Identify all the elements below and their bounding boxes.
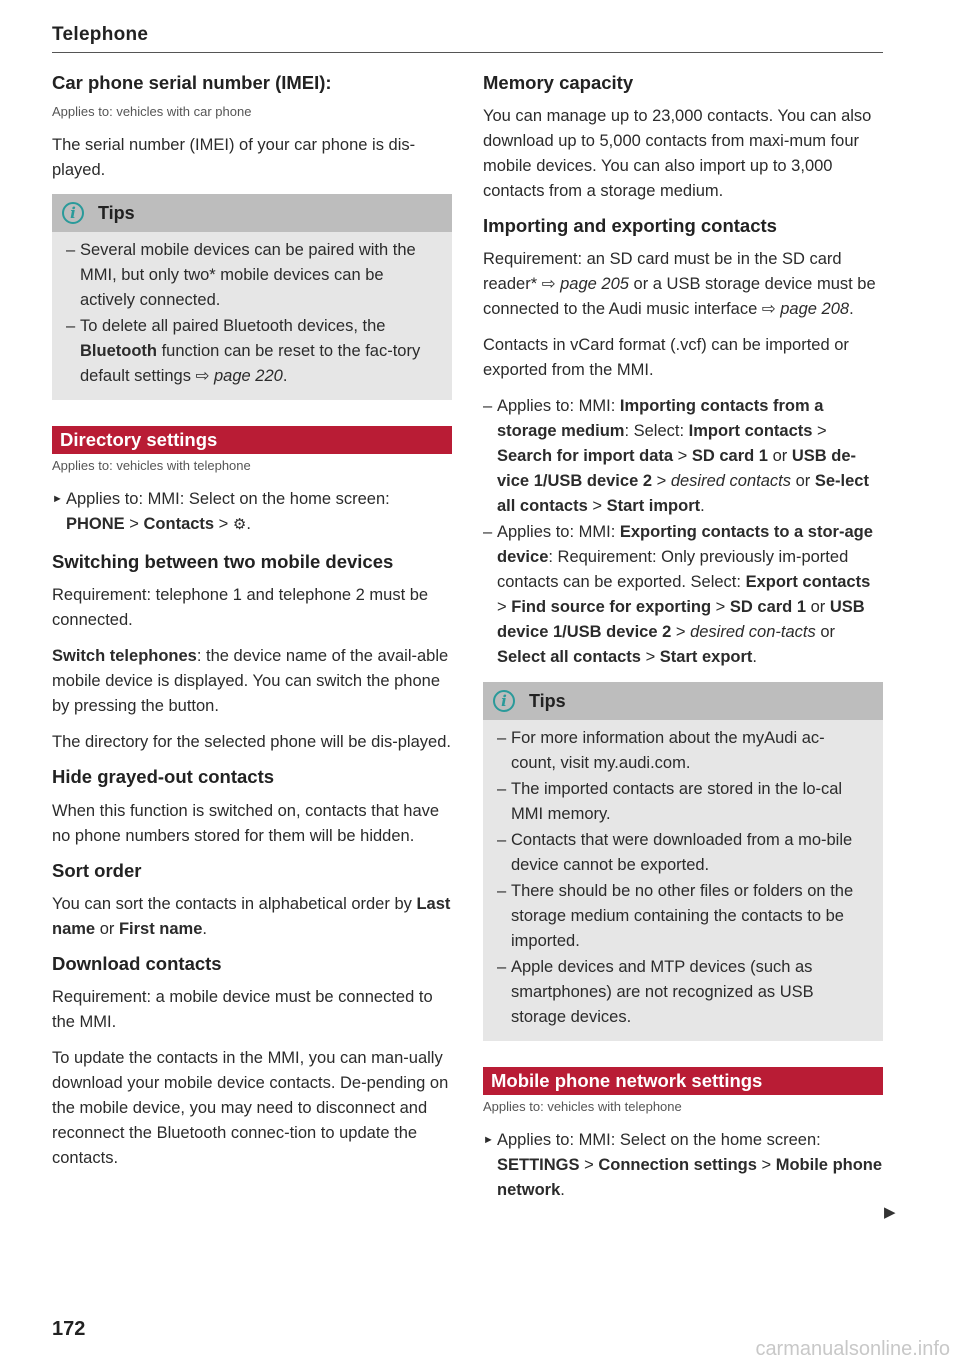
tips-box-2 — [483, 682, 883, 1041]
import-heading: Importing and exporting contacts — [483, 215, 777, 237]
text: . — [700, 497, 705, 516]
list-item: – The imported contacts are stored in the lo-cal MMI memory. — [497, 777, 869, 827]
italic-text: desired con-tacts — [690, 623, 816, 642]
watermark: carmanualsonline.info — [755, 1338, 950, 1360]
page-number: 172 — [52, 1318, 86, 1340]
list-item: – Contacts that were downloaded from a mo-bile device cannot be exported. — [497, 828, 869, 878]
hide-text: When this function is switched on, contacts that have no phone numbers stored for them will be hidden. — [52, 801, 440, 845]
bold-text: Se-lect all contacts — [497, 472, 869, 516]
list-item — [483, 394, 883, 519]
bold-text: USB device 1/USB device 2 — [497, 598, 865, 642]
switch-text — [52, 644, 452, 719]
bold-text: SD card 1 — [729, 598, 807, 617]
text: : Requirement: Only previously im-ported contacts can be exported. Select: — [497, 548, 849, 592]
bold-text: Find source for exporting — [511, 598, 712, 617]
list-item: – For more information about the myAudi ac-count, visit my.audi.com. — [497, 726, 869, 776]
imei-applies: Applies to: vehicles with car phone — [52, 104, 252, 120]
text: > — [711, 598, 730, 617]
sort-text — [52, 892, 452, 942]
text: Requirement: an SD card must be in the SD card reader* — [483, 250, 842, 294]
bold-text: SETTINGS — [497, 1156, 580, 1175]
switch-req: Requirement: telephone 1 and telephone 2 must be connected. — [52, 586, 429, 630]
tips-box-1 — [52, 194, 452, 400]
memory-heading: Memory capacity — [483, 72, 634, 93]
switch-heading: Switching between two mobile devices — [52, 551, 394, 573]
section-bar-network: Mobile phone network settings — [483, 1067, 883, 1095]
tips-header — [483, 682, 883, 720]
memory-text: You can manage up to 23,000 contacts. You can also download up to 5,000 contacts from maxi-mum four mobile devices. You can also import up to 3,000 contacts from a storage medium. — [483, 107, 872, 201]
text: function can be reset to the fac-tory default settings — [80, 342, 421, 386]
text: > — [673, 447, 692, 466]
tips-header — [52, 194, 452, 232]
bold-text: Switch telephones — [52, 647, 197, 666]
bold-text: SD card 1 — [691, 447, 768, 466]
list-item — [483, 520, 883, 670]
info-icon: i — [62, 202, 84, 224]
bold-text: Bluetooth — [80, 342, 157, 361]
list-item: – Several mobile devices can be paired with the MMI, but only two* mobile devices can be actively connected. — [66, 238, 438, 313]
page-reference: ⇨ page 208 — [761, 300, 850, 319]
bold-text: Select all contacts — [497, 648, 641, 667]
page-header — [52, 24, 883, 53]
bold-text: Export contacts — [745, 573, 871, 592]
left-column — [52, 72, 452, 1182]
text: To delete all paired Bluetooth devices, the — [80, 317, 386, 336]
download-req: Requirement: a mobile device must be connected to the MMI. — [52, 987, 433, 1031]
bold-text: Importing contacts from a storage medium — [497, 397, 824, 441]
text: > — [671, 623, 691, 642]
dir-applies: Applies to: vehicles with telephone — [52, 458, 251, 474]
text: or — [95, 919, 119, 938]
hide-heading: Hide grayed-out contacts — [52, 766, 275, 788]
list-item: – Apple devices and MTP devices (such as smartphones) are not recognized as USB storage devices. — [497, 955, 869, 1030]
text: > — [756, 1156, 776, 1175]
tips-title: Tips — [529, 690, 566, 711]
text: > — [812, 422, 827, 441]
bold-text: PHONE — [66, 515, 125, 534]
header-title: Telephone — [52, 24, 149, 45]
dir-step — [52, 487, 452, 537]
sort-heading: Sort order — [52, 859, 142, 881]
bold-text: Start export — [659, 648, 753, 667]
import-list — [483, 394, 883, 670]
text: . — [282, 367, 288, 386]
text: Applies to: MMI: Select on the home screen: — [66, 490, 390, 509]
text: or — [815, 623, 835, 642]
text: or — [806, 598, 830, 617]
text: or a USB storage device must be connected to the Audi music interface — [483, 275, 876, 319]
tips-list — [52, 232, 452, 394]
bold-text: Connection settings — [598, 1156, 757, 1175]
text: or — [767, 447, 792, 466]
text: : the device name of the avail-able mobile device is displayed. You can switch the phone by pressing the button. — [52, 647, 449, 716]
bold-text: Exporting contacts to a stor-age device — [497, 523, 873, 567]
bold-text: Import contacts — [688, 422, 813, 441]
page-reference: ⇨ page 205 — [541, 275, 629, 294]
text: or — [790, 472, 815, 491]
list-item — [66, 314, 438, 389]
italic-text: desired contacts — [670, 472, 791, 491]
bold-text: USB de-vice 1/USB device 2 — [497, 447, 856, 491]
text: . — [560, 1181, 565, 1200]
page-reference: ⇨ page 220 — [195, 367, 283, 386]
text: . — [246, 515, 251, 534]
text: . — [752, 648, 757, 667]
switch-text-2: The directory for the selected phone will be dis-played. — [52, 733, 451, 752]
text: > — [587, 497, 607, 516]
network-applies: Applies to: vehicles with telephone — [483, 1099, 682, 1115]
info-icon: i — [493, 690, 515, 712]
text: Applies to: MMI: — [497, 523, 620, 542]
text: . — [849, 300, 854, 319]
right-column — [483, 72, 883, 1217]
text: You can sort the contacts in alphabetical order by — [52, 894, 417, 913]
step-arrow-icon: ► — [483, 1134, 494, 1147]
bold-text: Search for import data — [497, 447, 674, 466]
import-req — [483, 247, 883, 322]
text: > — [579, 1156, 599, 1175]
text: . — [202, 919, 207, 938]
next-page-arrow-icon: ▶ — [884, 1204, 896, 1221]
bold-text: Contacts — [143, 515, 215, 534]
gear-icon: ⚙ — [232, 516, 247, 534]
bold-text: Last name — [52, 894, 451, 938]
tips-list — [483, 720, 883, 1035]
text: > — [214, 515, 233, 534]
imei-text: The serial number (IMEI) of your car phone is dis-played. — [52, 136, 416, 180]
text: > — [640, 648, 660, 667]
bold-text: First name — [118, 919, 203, 938]
step-arrow-icon: ► — [52, 493, 63, 506]
network-step — [483, 1128, 883, 1203]
section-bar-directory: Directory settings — [52, 426, 452, 454]
download-text: To update the contacts in the MMI, you can man-ually download your mobile device contacts. De-pending on the mobile device, you may need to disconnect and reconnect the Bluetooth connec-tion to update the contacts. — [52, 1048, 449, 1167]
download-heading: Download contacts — [52, 952, 222, 974]
text: Applies to: MMI: — [497, 397, 620, 416]
import-vcard: Contacts in vCard format (.vcf) can be imported or exported from the MMI. — [483, 336, 849, 380]
text: > — [652, 472, 671, 491]
list-item: – There should be no other files or folders on the storage medium containing the contacts to be imported. — [497, 879, 869, 954]
text: Applies to: MMI: Select on the home screen: — [497, 1131, 821, 1150]
imei-heading: Car phone serial number (IMEI): — [52, 72, 332, 93]
text: > — [124, 515, 144, 534]
bold-text: Mobile phone network — [497, 1156, 883, 1200]
tips-title: Tips — [98, 202, 135, 223]
text: > — [497, 598, 512, 617]
text: : Select: — [624, 422, 689, 441]
bold-text: Start import — [606, 497, 701, 516]
